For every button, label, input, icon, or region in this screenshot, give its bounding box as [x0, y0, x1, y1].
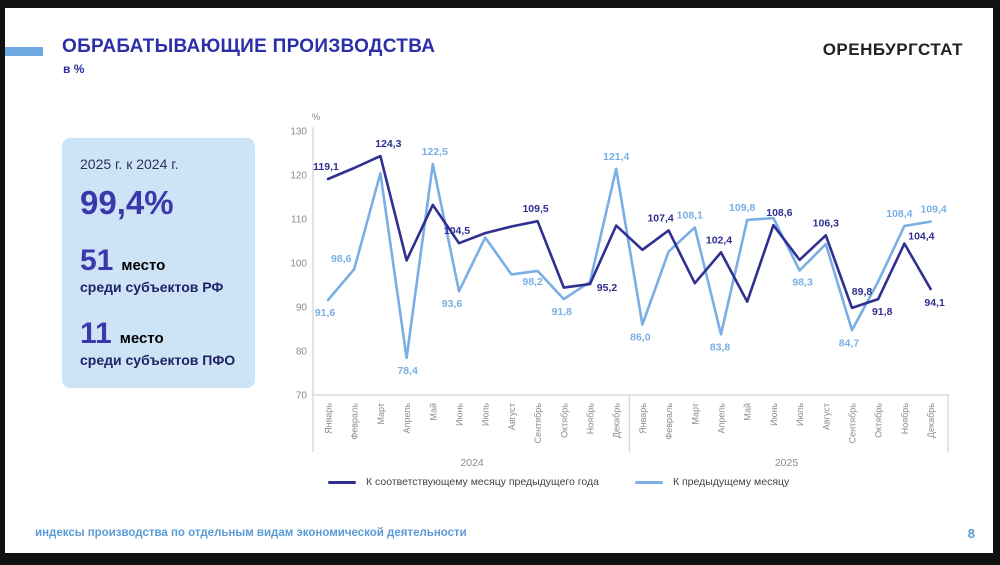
title-accent-bar [5, 47, 43, 56]
x-tick-label: Апрель [402, 403, 413, 434]
data-label: 91,8 [871, 306, 893, 319]
x-tick-label: Ноябрь [585, 403, 596, 435]
rank-pfo-number: 11 [80, 317, 112, 350]
data-label: 106,3 [812, 217, 839, 230]
legend-label-mom: К предыдущему месяцу [672, 476, 790, 488]
data-label: 83,8 [709, 341, 731, 354]
y-tick-label: 90 [295, 302, 307, 314]
x-tick-label: Июль [480, 403, 491, 426]
x-tick-label: Август [821, 403, 832, 431]
data-label: 124,3 [375, 138, 402, 151]
x-tick-label: Февраль [664, 403, 675, 440]
rank-rf-scope: среди субъектов РФ [80, 279, 224, 295]
legend-swatch-yoy [328, 481, 356, 484]
y-tick-label: 110 [291, 214, 307, 226]
x-tick-label: Ноябрь [899, 403, 910, 435]
x-tick-label: Июль [795, 403, 806, 426]
data-label: 98,3 [792, 276, 813, 289]
year-label: 2025 [774, 457, 799, 469]
footer-note: индексы производства по отдельным видам экономической деятельности [35, 527, 467, 539]
data-label: 98,6 [330, 253, 352, 266]
data-label: 91,8 [551, 306, 573, 319]
stat-period: 2025 г. к 2024 г. [80, 156, 179, 172]
rank-rf [80, 244, 237, 295]
data-label: 119,1 [313, 160, 339, 173]
x-tick-label: Сентябрь [533, 403, 544, 444]
x-tick-label: Январь [637, 403, 648, 434]
year-label: 2024 [460, 457, 484, 469]
data-label: 108,1 [676, 209, 703, 222]
page-number: 8 [967, 526, 975, 541]
x-tick-label: Сентябрь [847, 403, 858, 444]
y-tick-label: 70 [295, 390, 307, 402]
data-label: 94,1 [924, 296, 945, 309]
data-label: 108,6 [766, 207, 793, 220]
series-line-mom [328, 164, 931, 358]
data-label: 89,8 [851, 285, 873, 298]
page-title: ОБРАБАТЫВАЮЩИЕ ПРОИЗВОДСТВА [62, 36, 436, 57]
x-tick-label: Март [375, 403, 386, 425]
data-label: 84,7 [838, 337, 860, 350]
data-label: 104,4 [908, 230, 935, 243]
chart-legend [290, 476, 962, 488]
data-label: 108,4 [886, 208, 913, 221]
slide [5, 8, 993, 553]
y-tick-label: 120 [290, 170, 307, 182]
data-label: 109,4 [920, 203, 947, 216]
data-label: 91,6 [314, 306, 336, 319]
data-label: 109,8 [729, 201, 756, 214]
y-axis-unit-label: % [311, 112, 321, 123]
x-tick-label: Август [506, 403, 517, 431]
rank-pfo-suffix: место [119, 330, 164, 347]
page-subtitle: в % [63, 62, 85, 76]
rank-rf-number: 51 [80, 244, 114, 277]
rank-pfo [80, 317, 237, 368]
data-label: 102,4 [705, 234, 733, 247]
x-tick-label: Декабрь [611, 403, 622, 439]
y-tick-label: 100 [290, 258, 307, 270]
x-tick-label: Апрель [716, 403, 727, 434]
rank-pfo-scope: среди субъектов ПФО [80, 352, 236, 368]
data-label: 121,4 [603, 150, 630, 163]
data-label: 98,2 [522, 275, 543, 288]
x-tick-label: Май [742, 403, 753, 421]
y-tick-label: 80 [295, 346, 307, 358]
x-tick-label: Июнь [768, 403, 779, 426]
rank-rf-suffix: место [121, 257, 166, 274]
data-label: 93,6 [441, 298, 463, 311]
legend-item-mom [635, 476, 789, 488]
data-label: 122,5 [421, 146, 448, 158]
legend-swatch-mom [635, 481, 663, 484]
y-tick-label: 130 [290, 126, 307, 138]
x-tick-label: Октябрь [559, 403, 570, 438]
data-label: 104,5 [443, 225, 471, 238]
brand-logo-text: ОРЕНБУРГСТАТ [822, 40, 963, 59]
x-tick-label: Май [428, 403, 439, 421]
x-tick-label: Январь [323, 403, 334, 434]
legend-label-yoy: К соответствующему месяцу предыдущего года [366, 476, 599, 488]
x-tick-label: Декабрь [926, 403, 937, 439]
data-label: 78,4 [397, 365, 418, 378]
x-tick-label: Февраль [349, 403, 360, 440]
stat-panel [62, 138, 255, 388]
data-label: 109,5 [522, 203, 549, 216]
x-tick-label: Октябрь [873, 403, 884, 438]
x-tick-label: Июнь [454, 403, 465, 426]
data-label: 107,4 [647, 212, 674, 225]
series-line-yoy [328, 156, 931, 311]
line-chart [290, 100, 962, 472]
data-label: 86,0 [630, 331, 651, 344]
data-label: 95,2 [596, 282, 618, 295]
x-tick-label: Март [690, 403, 701, 425]
legend-item-yoy [328, 476, 599, 488]
stat-main-value: 99,4% [80, 184, 174, 221]
